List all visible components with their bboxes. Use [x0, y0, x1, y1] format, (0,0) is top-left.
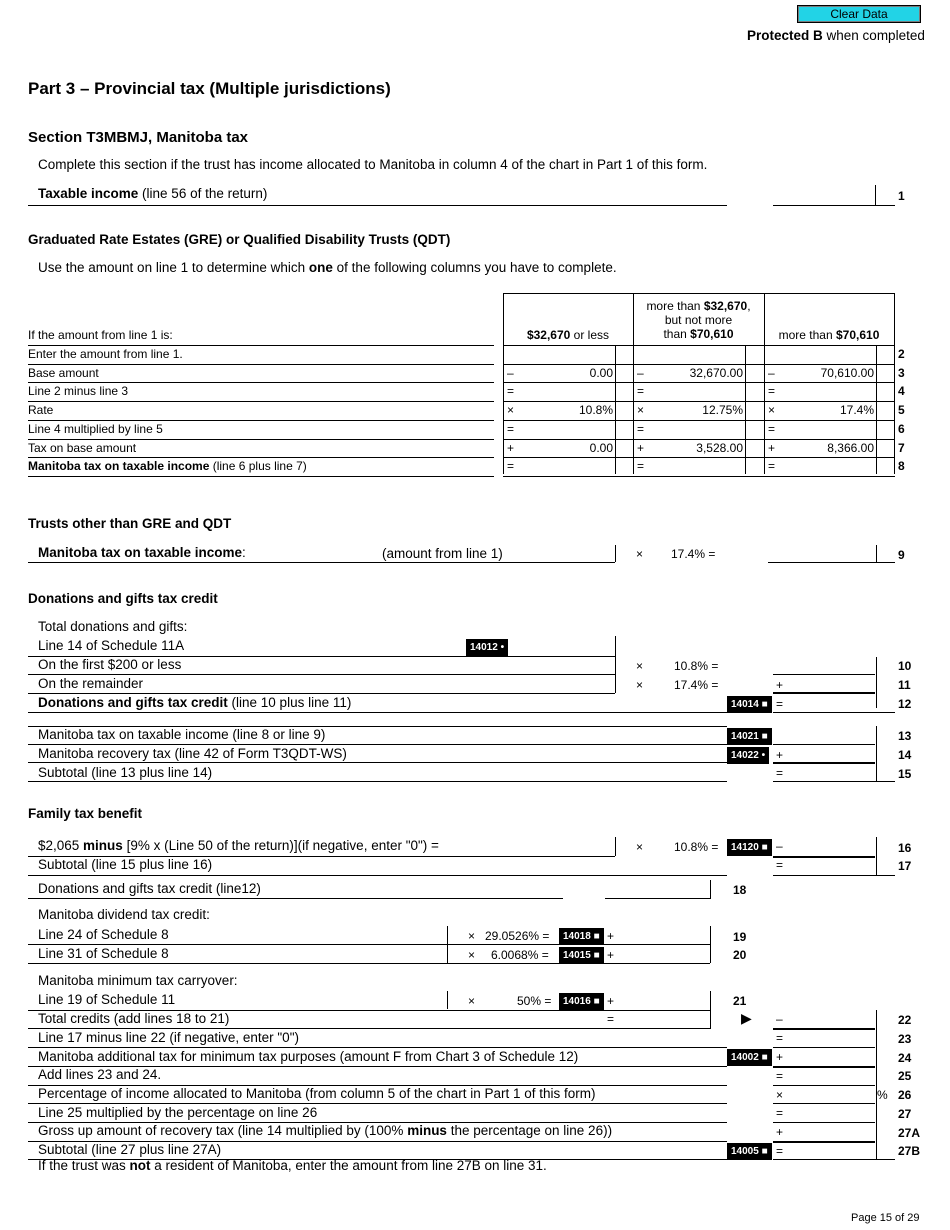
page-number: Page 15 of 29 [851, 1212, 920, 1224]
gre-if-label: If the amount from line 1 is: [28, 328, 173, 342]
sched11a-label: Line 14 of Schedule 11A [38, 638, 185, 653]
line18-input[interactable] [607, 881, 707, 897]
gre-row7-col3-value: 8,366.00 [827, 440, 874, 455]
line12-input[interactable] [790, 695, 874, 711]
dividend-label: Manitoba dividend tax credit: [38, 907, 210, 922]
col1-bold: $32,670 [526, 328, 571, 342]
line21-input[interactable] [620, 992, 708, 1008]
code-14021: 14021 ■ [727, 728, 772, 745]
line16-times: × [636, 840, 644, 854]
gre-row-label-6 [28, 422, 163, 436]
line20-op: + [607, 948, 615, 962]
line23-op: = [776, 1031, 784, 1045]
section-title: Section T3MBMJ, Manitoba tax [28, 129, 249, 146]
gre-row7-col3-op: + [768, 440, 776, 455]
line11-rate: 17.4% = [674, 678, 719, 692]
gre-col3-header [764, 328, 894, 342]
donations-total-label: Total donations and gifts: [38, 619, 188, 634]
line9-label [38, 545, 246, 560]
line27-input[interactable] [790, 1105, 874, 1121]
line27a-num: 27A [898, 1126, 921, 1140]
gre-row-label-text-2: Enter the amount from line 1. [28, 347, 183, 361]
gre-col2-header [633, 299, 764, 341]
gre-row6-col2-op: = [637, 421, 645, 436]
note-c: a resident of Manitoba, enter the amount from line 27B on line 31. [150, 1158, 547, 1173]
line21-label: Line 19 of Schedule 11 [38, 992, 176, 1007]
code-14015: 14015 ■ [559, 947, 604, 964]
col2-l1c: , [747, 299, 751, 313]
line10-label: On the first $200 or less [38, 657, 182, 672]
gre-row8-col3-op: = [768, 459, 776, 474]
gre-row3-col1-value: 0.00 [589, 365, 613, 380]
line17-op: = [776, 858, 784, 872]
gre-row5-col1-op: × [507, 403, 515, 418]
line22-input[interactable] [790, 1011, 874, 1027]
line17-num: 17 [898, 859, 912, 873]
nonresident-note [38, 1158, 547, 1173]
col2-l3b: $70,610 [690, 327, 734, 341]
gre-row-label-7 [28, 441, 136, 455]
line27-op: = [776, 1106, 784, 1120]
line14-label: Manitoba recovery tax (line 42 of Form T3QDT-WS) [38, 746, 347, 761]
code-14120: 14120 ■ [727, 839, 772, 856]
gre-col1-header [503, 328, 633, 342]
line11-op: + [776, 678, 784, 692]
line27b-input[interactable] [790, 1142, 874, 1158]
line20-num: 20 [733, 948, 747, 962]
l16-a: $2,065 [38, 838, 84, 853]
code-14016: 14016 ■ [559, 993, 604, 1010]
line21-times: × [468, 994, 476, 1008]
line20-input[interactable] [620, 946, 708, 962]
line12-bold: Donations and gifts tax credit [38, 695, 228, 710]
protected-label [747, 28, 925, 43]
col2-l1a: more than [646, 299, 704, 313]
line12-rest: (line 10 plus line 11) [227, 695, 352, 710]
sched11a-input[interactable] [515, 638, 613, 654]
line16-label [38, 838, 439, 853]
gre-row4-col1-op: = [507, 384, 515, 399]
line11-label: On the remainder [38, 676, 144, 691]
gre-row5-col2-value: 12.75% [702, 403, 743, 418]
gre-row-label-5 [28, 403, 53, 417]
line9-times: × [636, 547, 644, 561]
line23-label: Line 17 minus line 22 (if negative, enter "0") [38, 1030, 299, 1045]
line16-num: 16 [898, 841, 912, 855]
gre-row5-col2-op: × [637, 403, 645, 418]
line19-label: Line 24 of Schedule 8 [38, 927, 169, 942]
gre-row6-col1-op: = [507, 421, 515, 436]
line9-colon: : [242, 545, 246, 560]
gre-row8-col2-op: = [637, 459, 645, 474]
gre-title: Graduated Rate Estates (GRE) or Qualified Disability Trusts (QDT) [28, 232, 451, 247]
line24-label: Manitoba additional tax for minimum tax purposes (amount F from Chart 3 of Schedule 12) [38, 1049, 579, 1064]
line13-label: Manitoba tax on taxable income (line 8 or line 9) [38, 727, 326, 742]
line24-num: 24 [898, 1051, 912, 1065]
line17-input[interactable] [790, 857, 874, 873]
gre-row-label-3 [28, 366, 99, 380]
line13-input[interactable] [790, 727, 874, 743]
gre-row7-col2-op: + [637, 440, 645, 455]
protected-rest: when completed [822, 28, 925, 43]
line19-amount-input[interactable] [350, 927, 446, 943]
gre-row-num-3: 3 [898, 365, 905, 380]
line26-num: 26 [898, 1088, 912, 1102]
line20-amount-input[interactable] [350, 946, 446, 962]
line27-num: 27 [898, 1107, 912, 1121]
line17-label: Subtotal (line 15 plus line 16) [38, 857, 213, 872]
gre-row4-col2-op: = [637, 384, 645, 399]
line24-input[interactable] [790, 1049, 874, 1065]
line23-num: 23 [898, 1032, 912, 1046]
note-a: If the trust was [38, 1158, 130, 1173]
line1-bold: Taxable income [38, 186, 139, 201]
line18-label: Donations and gifts tax credit (line12) [38, 881, 261, 896]
line18-num: 18 [733, 883, 747, 897]
line25-input[interactable] [790, 1067, 874, 1083]
line10-times: × [636, 659, 644, 673]
protected-bold: Protected B [747, 28, 823, 43]
arrow-right-icon: ▶ [741, 1010, 752, 1026]
code-14018: 14018 ■ [559, 928, 604, 945]
line9-amount-input[interactable] [520, 545, 614, 561]
gre-row7-col1-value: 0.00 [589, 440, 613, 455]
line22-num: 22 [898, 1013, 912, 1027]
gre-row7-col1-op: + [507, 440, 515, 455]
line22-sum-input[interactable] [620, 1011, 708, 1027]
gre-row-num-5: 5 [898, 403, 905, 418]
line9-bold: Manitoba tax on taxable income [38, 545, 243, 560]
gre-row3-col3-value: 70,610.00 [820, 365, 874, 380]
gre-row-num-2: 2 [898, 347, 905, 361]
col2-l2: but not more [664, 313, 733, 327]
line22-eq: = [607, 1012, 615, 1026]
line27a-label [38, 1123, 612, 1138]
gre-row3-col3-op: – [768, 365, 775, 380]
col1-rest: or less [570, 328, 610, 342]
line19-num: 19 [733, 930, 747, 944]
line16-amount-input[interactable] [520, 838, 614, 854]
line15-op: = [776, 766, 784, 780]
line25-num: 25 [898, 1069, 912, 1083]
line14-input[interactable] [790, 746, 874, 762]
line26-input[interactable] [790, 1086, 862, 1102]
gre-row-label-4 [28, 384, 128, 398]
donations-title: Donations and gifts tax credit [28, 591, 218, 606]
line1-num: 1 [898, 189, 905, 203]
mintax-label: Manitoba minimum tax carryover: [38, 973, 238, 988]
code-14012: 14012 • [466, 639, 508, 656]
line15-label: Subtotal (line 13 plus line 14) [38, 765, 213, 780]
l27a-c: the percentage on line 26)) [446, 1123, 613, 1138]
line12-label [38, 695, 351, 710]
code-14014: 14014 ■ [727, 696, 772, 713]
line11-amount-input[interactable] [520, 676, 614, 692]
gre-row-label-text-5: Rate [28, 403, 54, 418]
gre-row-label-2 [28, 347, 183, 361]
line16-input[interactable] [790, 838, 874, 854]
line9-rate: 17.4% = [671, 547, 716, 561]
line27b-op: = [776, 1144, 784, 1158]
line11-input[interactable] [800, 676, 874, 692]
line10-input[interactable] [800, 657, 874, 673]
line16-rate: 10.8% = [674, 840, 719, 854]
line11-times: × [636, 678, 644, 692]
family-title: Family tax benefit [28, 806, 143, 821]
line19-times: × [468, 929, 476, 943]
l16-b: minus [83, 838, 123, 853]
line27b-num: 27B [898, 1144, 921, 1158]
line10-num: 10 [898, 659, 912, 673]
line11-num: 11 [898, 678, 911, 692]
gre-row5-col3-op: × [768, 403, 776, 418]
gre-instr-c: of the following columns you have to complete. [332, 260, 617, 275]
gre-row4-col3-op: = [768, 384, 776, 399]
col2-l3a: than [663, 327, 691, 341]
line19-op: + [607, 929, 615, 943]
line14-num: 14 [898, 748, 912, 762]
line10-amount-input[interactable] [520, 657, 614, 673]
line23-input[interactable] [790, 1030, 874, 1046]
line26-label: Percentage of income allocated to Manitoba (from column 5 of the chart in Part 1 of this form) [38, 1086, 596, 1101]
line12-num: 12 [898, 697, 912, 711]
gre-row-num-7: 7 [898, 440, 905, 455]
col3-b: $70,610 [835, 328, 880, 342]
line14-op: + [776, 748, 784, 762]
gre-instructions [38, 260, 617, 275]
col2-l1b: $32,670 [703, 299, 748, 313]
line15-num: 15 [898, 767, 912, 781]
line19-input[interactable] [620, 927, 708, 943]
gre-row3-col1-op: – [507, 365, 514, 380]
line22-op: – [776, 1012, 783, 1026]
intro-text: Complete this section if the trust has income allocated to Manitoba in column 4 of the chart in Part 1 of this form. [38, 157, 708, 172]
line21-rate: 50% = [517, 994, 552, 1008]
line9-input[interactable] [770, 545, 874, 561]
l27a-b: minus [407, 1123, 447, 1138]
gre-row3-col2-op: – [637, 365, 644, 380]
gre-row-label-text-6: Line 4 multiplied by line 5 [28, 421, 163, 436]
line13-num: 13 [898, 729, 912, 743]
gre-row5-col1-value: 10.8% [578, 403, 613, 418]
line1-rest: (line 56 of the return) [138, 186, 268, 201]
line27b-label: Subtotal (line 27 plus line 27A) [38, 1142, 222, 1157]
part-title: Part 3 – Provincial tax (Multiple jurisdictions) [28, 79, 391, 98]
code-14005: 14005 ■ [727, 1143, 772, 1160]
line9-num: 9 [898, 548, 905, 562]
gre-row-num-4: 4 [898, 384, 905, 399]
code-14002: 14002 ■ [727, 1049, 772, 1066]
line19-rate: 29.0526% = [485, 929, 550, 943]
line26-pct: % [877, 1088, 888, 1102]
line20-rate: 6.0068% = [491, 948, 549, 962]
line27a-op: + [776, 1125, 784, 1139]
gre-row-label-8 [28, 459, 307, 473]
line1-label [38, 186, 267, 201]
l27a-a: Gross up amount of recovery tax (line 14 multiplied by (100% [38, 1123, 408, 1138]
gre-instr-a: Use the amount on line 1 to determine which [38, 260, 309, 275]
line9-from: (amount from line 1) [382, 546, 503, 561]
line16-op: – [776, 839, 783, 853]
line20-label: Line 31 of Schedule 8 [38, 946, 169, 961]
clear-data-button[interactable]: Clear Data [797, 5, 921, 23]
line24-op: + [776, 1050, 784, 1064]
gre-row7-col2-value: 3,528.00 [696, 440, 743, 455]
line22-label: Total credits (add lines 18 to 21) [38, 1011, 230, 1026]
gre-instr-b: one [308, 260, 333, 275]
line20-times: × [468, 948, 476, 962]
line12-op: = [776, 697, 784, 711]
gre-row8-col1-op: = [507, 459, 515, 474]
gre-row-num-8: 8 [898, 459, 905, 474]
line27-label: Line 25 multiplied by the percentage on line 26 [38, 1105, 318, 1120]
gre-row3-col2-value: 32,670.00 [689, 365, 743, 380]
gre-row-label-text-7: Tax on base amount [28, 440, 137, 455]
line10-rate: 10.8% = [674, 659, 719, 673]
l16-c: [9% x (Line 50 of the return)](if negative, enter "0") = [122, 838, 439, 853]
trusts-title: Trusts other than GRE and QDT [28, 516, 232, 531]
gre-row-label-text-8: (line 6 plus line 7) [209, 459, 307, 474]
gre-row5-col3-value: 17.4% [839, 403, 874, 418]
line21-op: + [607, 994, 615, 1008]
gre-row-label-bold-8: Manitoba tax on taxable income [28, 459, 210, 474]
line21-amount-input[interactable] [350, 992, 446, 1008]
line21-num: 21 [733, 994, 747, 1008]
line25-op: = [776, 1069, 784, 1083]
line27a-input[interactable] [790, 1123, 874, 1139]
gre-row-label-text-4: Line 2 minus line 3 [28, 384, 129, 399]
col3-a: more than [778, 328, 836, 342]
line15-input[interactable] [790, 764, 874, 780]
note-b: not [129, 1158, 151, 1173]
line26-op: × [776, 1088, 784, 1102]
line25-label: Add lines 23 and 24. [38, 1067, 162, 1082]
gre-row-num-6: 6 [898, 421, 905, 436]
gre-row-label-text-3: Base amount [28, 365, 99, 380]
code-14022: 14022 • [727, 747, 769, 764]
gre-row6-col3-op: = [768, 421, 776, 436]
